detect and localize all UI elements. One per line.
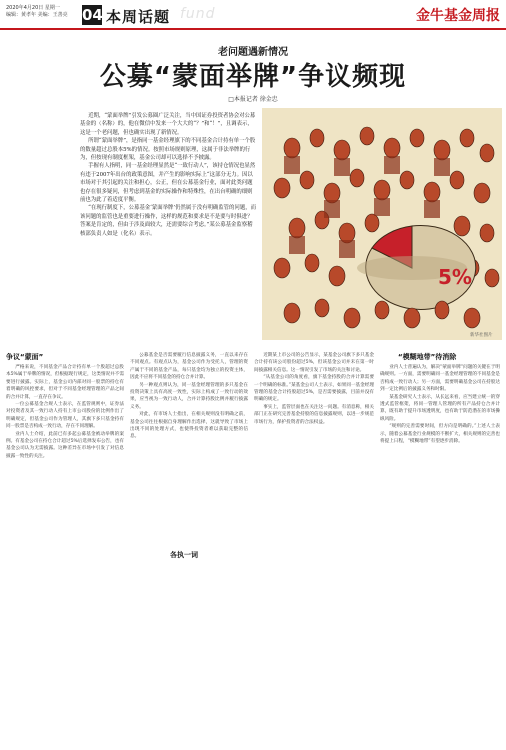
crowd-illustration — [262, 108, 502, 340]
article-lead — [80, 112, 256, 238]
article-byline: □本报记者 徐金忠 — [228, 96, 278, 103]
illustration-credit: 新华社图片 — [470, 333, 493, 338]
lead-paragraph: 近期，“蒙面举牌”引发公募圈广泛关注，当中国证券投资者协会对公募基金的（名称）的，他在微信中发来一个大大的“？”和“！”，且调表示，这是一个老问题，但也确实出现了新情况。 — [80, 113, 256, 136]
illustration-percent-label: 5% — [438, 265, 472, 289]
crowd-illustration-art — [262, 108, 502, 340]
paragraph: 某基金研究人士表示，从长远来看，应当建立统一的穿透式监管框架，将同一管理人管理的所有产品持仓合并计算，既有助于提升市场透明度，也有助于防范潜在的市场操纵风险。 — [380, 394, 500, 422]
lead-paragraph: “在现行制度下，公募基金‘蒙面举牌’仍然属于没有明确监管的问题，而该问题的监管也是重要进行操作，这样的规范和要求是不是要与时俱进？答案是肯定的，但由于涉及面较大，还需要综合考虑。”某公募基金监察稽核部负责人如是（化名）表示。 — [80, 205, 256, 237]
section-watermark: fund — [180, 6, 216, 22]
header-meta — [6, 5, 68, 19]
paragraph: 公募基金是否需要履行信息披露义务，一直以来存在不同观点。有观点认为，基金公司作为受托人，管理的资产属于不同的基金产品，每只基金均为独立的投资主体，因此不应将不同基金的持仓合并计算。 — [130, 353, 248, 381]
paragraph: 一位公募基金合规人士表示，在监管规则中，证券法对投资者及其一致行动人持有上市公司股份的比例作出了明确规定，但基金公司作为管理人，其旗下多只基金持有同一股票是否构成一致行动，存在不同理解。 — [6, 402, 124, 430]
subhead-text: 各执一词 — [170, 551, 198, 559]
paragraph: “从基金公司的角度看，旗下基金持股的合并计算需要一个明确的标准。”某基金公司人士表示，如果同一基金经理管理的基金合计持股超过5%，是否需要披露，目前并没有明确的规定。 — [254, 375, 374, 403]
subhead-controversy — [6, 352, 43, 362]
newspaper-brand: 金牛基金周报 — [416, 8, 500, 24]
header-rule — [0, 28, 506, 30]
subhead-grey-zone — [398, 352, 456, 362]
article-kicker: 老问题遇新情况 — [218, 47, 288, 58]
section-title: 本周话题 — [106, 8, 171, 26]
paragraph: 另一种观点则认为，同一基金经理管理的多只基金在投资决策上具有高度一致性，实际上构成了一致行动的效果，应当视为一致行动人，合并计算持股比例并履行披露义务。 — [130, 382, 248, 410]
paragraph: “规则的完善需要时间，但方向是明确的。”上述人士表示，随着公募基金行业规模的不断扩大，相关规则的完善也将提上日程，“模糊地带”有望逐步消除。 — [380, 424, 500, 445]
editor-credit: 编辑：黄孝年 美编：王善亮 — [6, 12, 68, 18]
column-3 — [254, 352, 374, 744]
paragraph: 对此，有市场人士指出，在相关规则没有明确之前，基金公司往往根据自身理解作出选择，这就导致了市场上出现不同的处理方式，也使得投资者难以获取完整的信息。 — [130, 412, 248, 440]
lead-paragraph: 手握有人指明，同一基金经理显然是“一致行动人”，该持仓情况也显然有违于2007年出台的政策意图，并产生的影响实际上“这部分无力。因以市场对于其引起的关注和担心，公正，但在公募基金行业，面对此类问题也存在很多疑问，但考虑到基金的实际操作和特殊性，在出台明确的细则前也为此了着适度平衡。 — [80, 163, 256, 204]
issue-date: 2020年4月20日 星期一 — [6, 5, 60, 11]
page-header — [0, 0, 506, 30]
lead-paragraph: 所谓“蒙面举牌”，是指同一基金经理旗下的不同基金合计持有单一个股的数量超过总股本5%的情况。按照市场规则原理，这属于非法举牌的行为，但按现有制度框架，基金公司却可以选择不予披露。 — [80, 138, 256, 162]
paragraph: 事实上，监管层面也在关注这一问题。有消息称，相关部门正在研究完善基金持股的信息披露规则，以进一步规范市场行为，保护投资者的合法权益。 — [254, 404, 374, 425]
subhead-text: 争议“蒙面” — [6, 353, 44, 361]
paragraph: 业内人士介绍，此前已有多起公募基金被动举牌的案例。有基金公司在持仓合计超过5%后选择发布公告，也有基金公司认为无需披露。这种差异在市场中引发了对信息披露一致性的关注。 — [6, 431, 124, 459]
paragraph: 业内人士普遍认为，解决“蒙面举牌”问题的关键在于明确规则。一方面，需要明确同一基金经理管理的不同基金是否构成一致行动人；另一方面，需要明确基金公司在持股达到一定比例后的披露义务和时限。 — [380, 365, 500, 393]
page-number: 04 — [82, 6, 103, 24]
article-title: 公募“蒙面举牌”争议频现 — [99, 62, 407, 92]
paragraph: 近期某上市公司的公告显示，某基金公司旗下多只基金合计持有该公司股份超过5%，但该基金公司并未在第一时间披露相关信息。这一情况引发了市场的关注和讨论。 — [254, 353, 374, 373]
column-4 — [380, 364, 500, 744]
column-2 — [130, 352, 248, 502]
subhead-text: “模糊地带”待消除 — [398, 353, 457, 361]
column-1 — [6, 364, 124, 744]
subhead-views — [170, 550, 198, 560]
paragraph: 严格来说，不同基金产品合计持有单一个股超过总股本5%属于举牌的情况，但根据现行规定，这类情况并不需要进行披露。实际上，基金公司内部对同一股票的持仓有着明确的风控要求，但对于不同基金经理管理的产品之间的合并计算，一直存在争议。 — [6, 365, 124, 400]
